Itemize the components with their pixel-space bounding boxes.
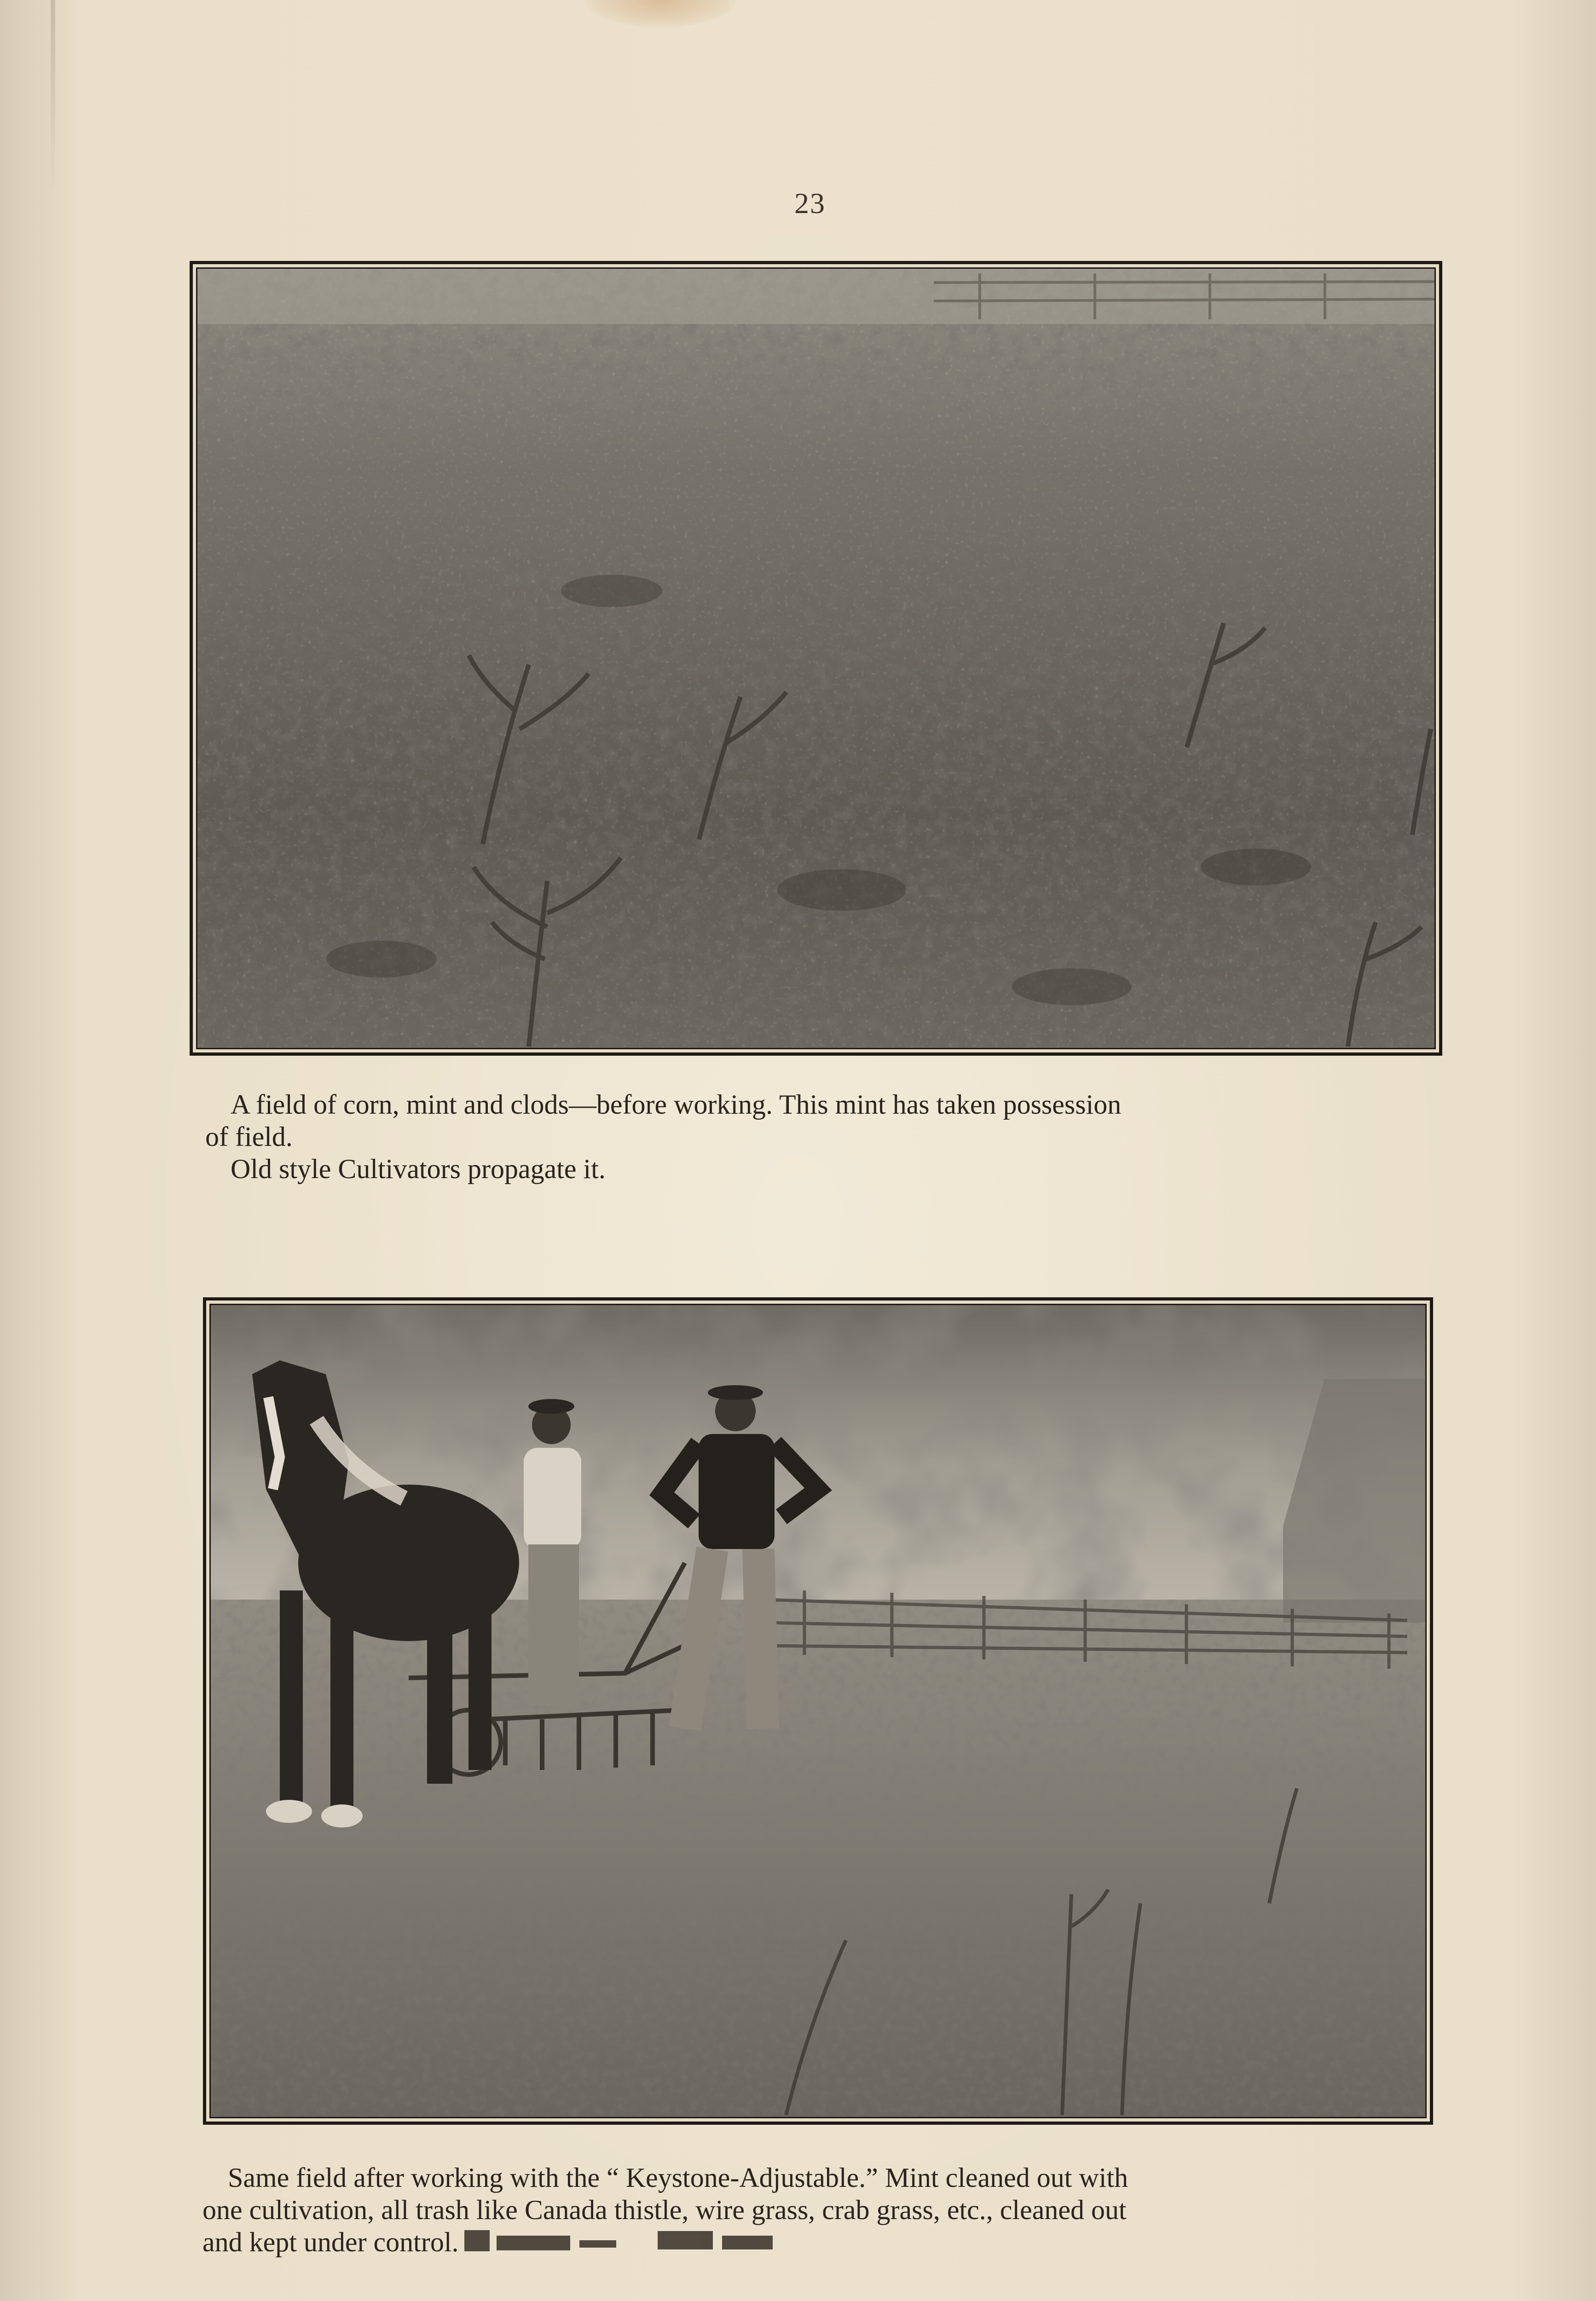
caption-line: A field of corn, mint and clods—before working. This mint has taken possession	[231, 1089, 1122, 1120]
photo-field-before	[190, 261, 1442, 1056]
photo-field-before-image	[196, 267, 1436, 1049]
caption-line: Same field after working with the “ Keystone-Adjustable.” Mint cleaned out with	[228, 2162, 1128, 2193]
photo-field-after-image	[209, 1304, 1427, 2118]
caption-field-after	[202, 2162, 1445, 2258]
page-crease	[51, 0, 55, 193]
caption-line: one cultivation, all trash like Canada thistle, wire grass, crab grass, etc., cleaned out	[202, 2195, 1127, 2225]
caption-field-before	[205, 1088, 1443, 1185]
caption-line: of field.	[205, 1122, 293, 1152]
ink-smudge	[464, 2227, 782, 2255]
paper-stain	[584, 0, 736, 28]
caption-line: Old style Cultivators propagate it.	[231, 1154, 606, 1184]
photo-field-after	[203, 1297, 1433, 2125]
page-number: 23	[794, 187, 826, 220]
caption-line: and kept under control.	[202, 2227, 459, 2257]
